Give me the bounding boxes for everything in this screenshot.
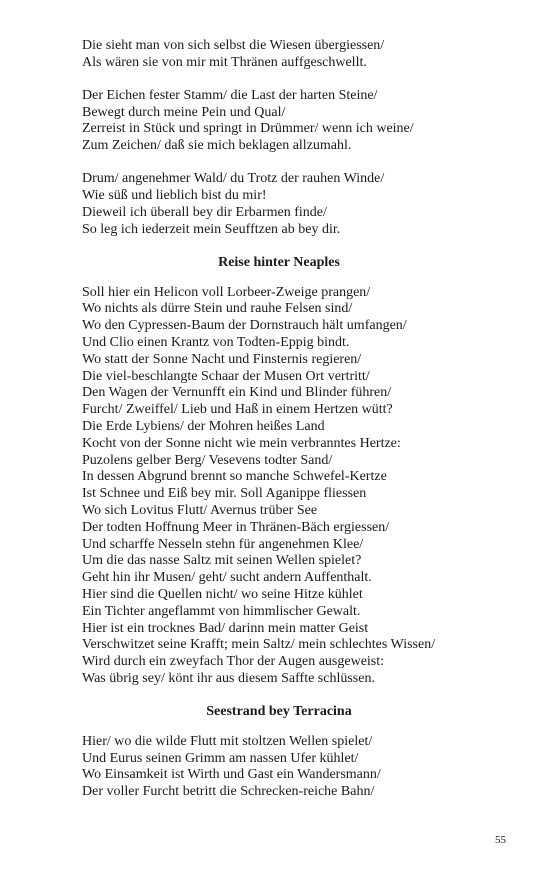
stanza: [82, 88, 522, 155]
verse-line: Furcht/ Zweiffel/ Lieb und Haß in einem Hertzen wütt?: [82, 402, 393, 418]
verse-line: Um die das nasse Saltz mit seinen Wellen spielet?: [82, 553, 362, 569]
stanza: [82, 171, 522, 238]
verse-line: Verschwitzet seine Krafft; mein Saltz/ mein schlechtes Wissen/: [82, 637, 436, 653]
verse-line: Ein Tichter angeflammt von himmlischer Gewalt.: [82, 603, 361, 619]
verse-line: Dieweil ich überall bey dir Erbarmen finde/: [82, 204, 327, 220]
verse-line: Zum Zeichen/ daß sie mich beklagen allzumahl.: [82, 138, 352, 154]
page-body: [82, 38, 522, 817]
verse-line: Der todten Hoffnung Meer in Thränen-Bäch ergiessen/: [82, 519, 390, 535]
verse-line: In dessen Abgrund brennt so manche Schwefel-Kertze: [82, 469, 387, 485]
poem-section: [82, 38, 522, 239]
verse-line: Wird durch ein zweyfach Thor der Augen ausgeweist:: [82, 654, 385, 670]
verse-line: Und Eurus seinen Grimm am nassen Ufer kühlet/: [82, 750, 359, 766]
verse-line: Zerreist in Stück und springt in Drümmer/ wenn ich weine/: [82, 121, 414, 137]
verse-line: Ist Schnee und Eiß bey mir. Soll Aganippe fliessen: [82, 486, 367, 502]
verse-line: Wo nichts als dürre Stein und rauhe Felsen sind/: [82, 301, 353, 317]
verse-line: Hier sind die Quellen nicht/ wo seine Hitze kühlet: [82, 587, 363, 602]
verse-line: So leg ich iederzeit mein Seufftzen ab bey dir.: [82, 221, 341, 237]
poem-title: Reise hinter Neaples: [218, 254, 340, 270]
verse-line: Geht hin ihr Musen/ geht/ sucht andern Auffenthalt.: [82, 570, 372, 586]
verse-line: Drum/ angenehmer Wald/ du Trotz der rauhen Winde/: [82, 171, 385, 187]
verse-line: Was übrig sey/ könt ihr aus diesem Saffte schlüssen.: [82, 670, 375, 686]
verse-line: Die viel-beschlangte Schaar der Musen Ort vertritt/: [82, 368, 370, 384]
verse-line: Den Wagen der Vernunfft ein Kind und Blinder führen/: [82, 385, 392, 401]
verse-line: Wo den Cypressen-Baum der Dornstrauch hält umfangen/: [82, 318, 407, 334]
verse-line: Hier ist ein trocknes Bad/ darinn mein matter Geist: [82, 620, 369, 636]
verse-line: Der voller Furcht betritt die Schrecken-reiche Bahn/: [82, 784, 375, 800]
verse-line: Wo Einsamkeit ist Wirth und Gast ein Wandersmann/: [82, 767, 381, 783]
verse-line: Wie süß und lieblich bist du mir!: [82, 188, 267, 204]
verse-line: Und Clio einen Krantz von Todten-Eppig bindt.: [82, 335, 350, 351]
poem-title: Seestrand bey Terracina: [206, 704, 352, 720]
verse-line: Soll hier ein Helicon voll Lorbeer-Zweige prangen/: [82, 284, 371, 300]
verse-line: Als wären sie von mir mit Thränen auffgeschwellt.: [82, 54, 367, 70]
poem-section: [82, 255, 522, 688]
verse-line: Die Erde Lybiens/ der Mohren heißes Land: [82, 419, 325, 435]
verse-line: Der Eichen fester Stamm/ die Last der harten Steine/: [82, 87, 378, 103]
verse-line: Wo statt der Sonne Nacht und Finsternis regieren/: [82, 351, 362, 367]
stanza: [82, 734, 522, 801]
stanza: [82, 285, 522, 688]
poem-section: [82, 704, 522, 801]
verse-line: Kocht von der Sonne nicht wie mein verbranntes Hertze:: [82, 435, 401, 451]
page-number: 55: [495, 834, 506, 846]
verse-line: Puzolens gelber Berg/ Vesevens todter Sand/: [82, 452, 333, 468]
verse-line: Und scharffe Nesseln stehn für angenehmen Klee/: [82, 536, 364, 552]
stanza: [82, 38, 522, 72]
verse-line: Die sieht man von sich selbst die Wiesen übergiessen/: [82, 38, 385, 53]
verse-line: Wo sich Lovitus Flutt/ Avernus trüber See: [82, 503, 318, 519]
verse-line: Bewegt durch meine Pein und Qual/: [82, 104, 286, 120]
verse-line: Hier/ wo die wilde Flutt mit stoltzen Wellen spielet/: [82, 733, 373, 749]
